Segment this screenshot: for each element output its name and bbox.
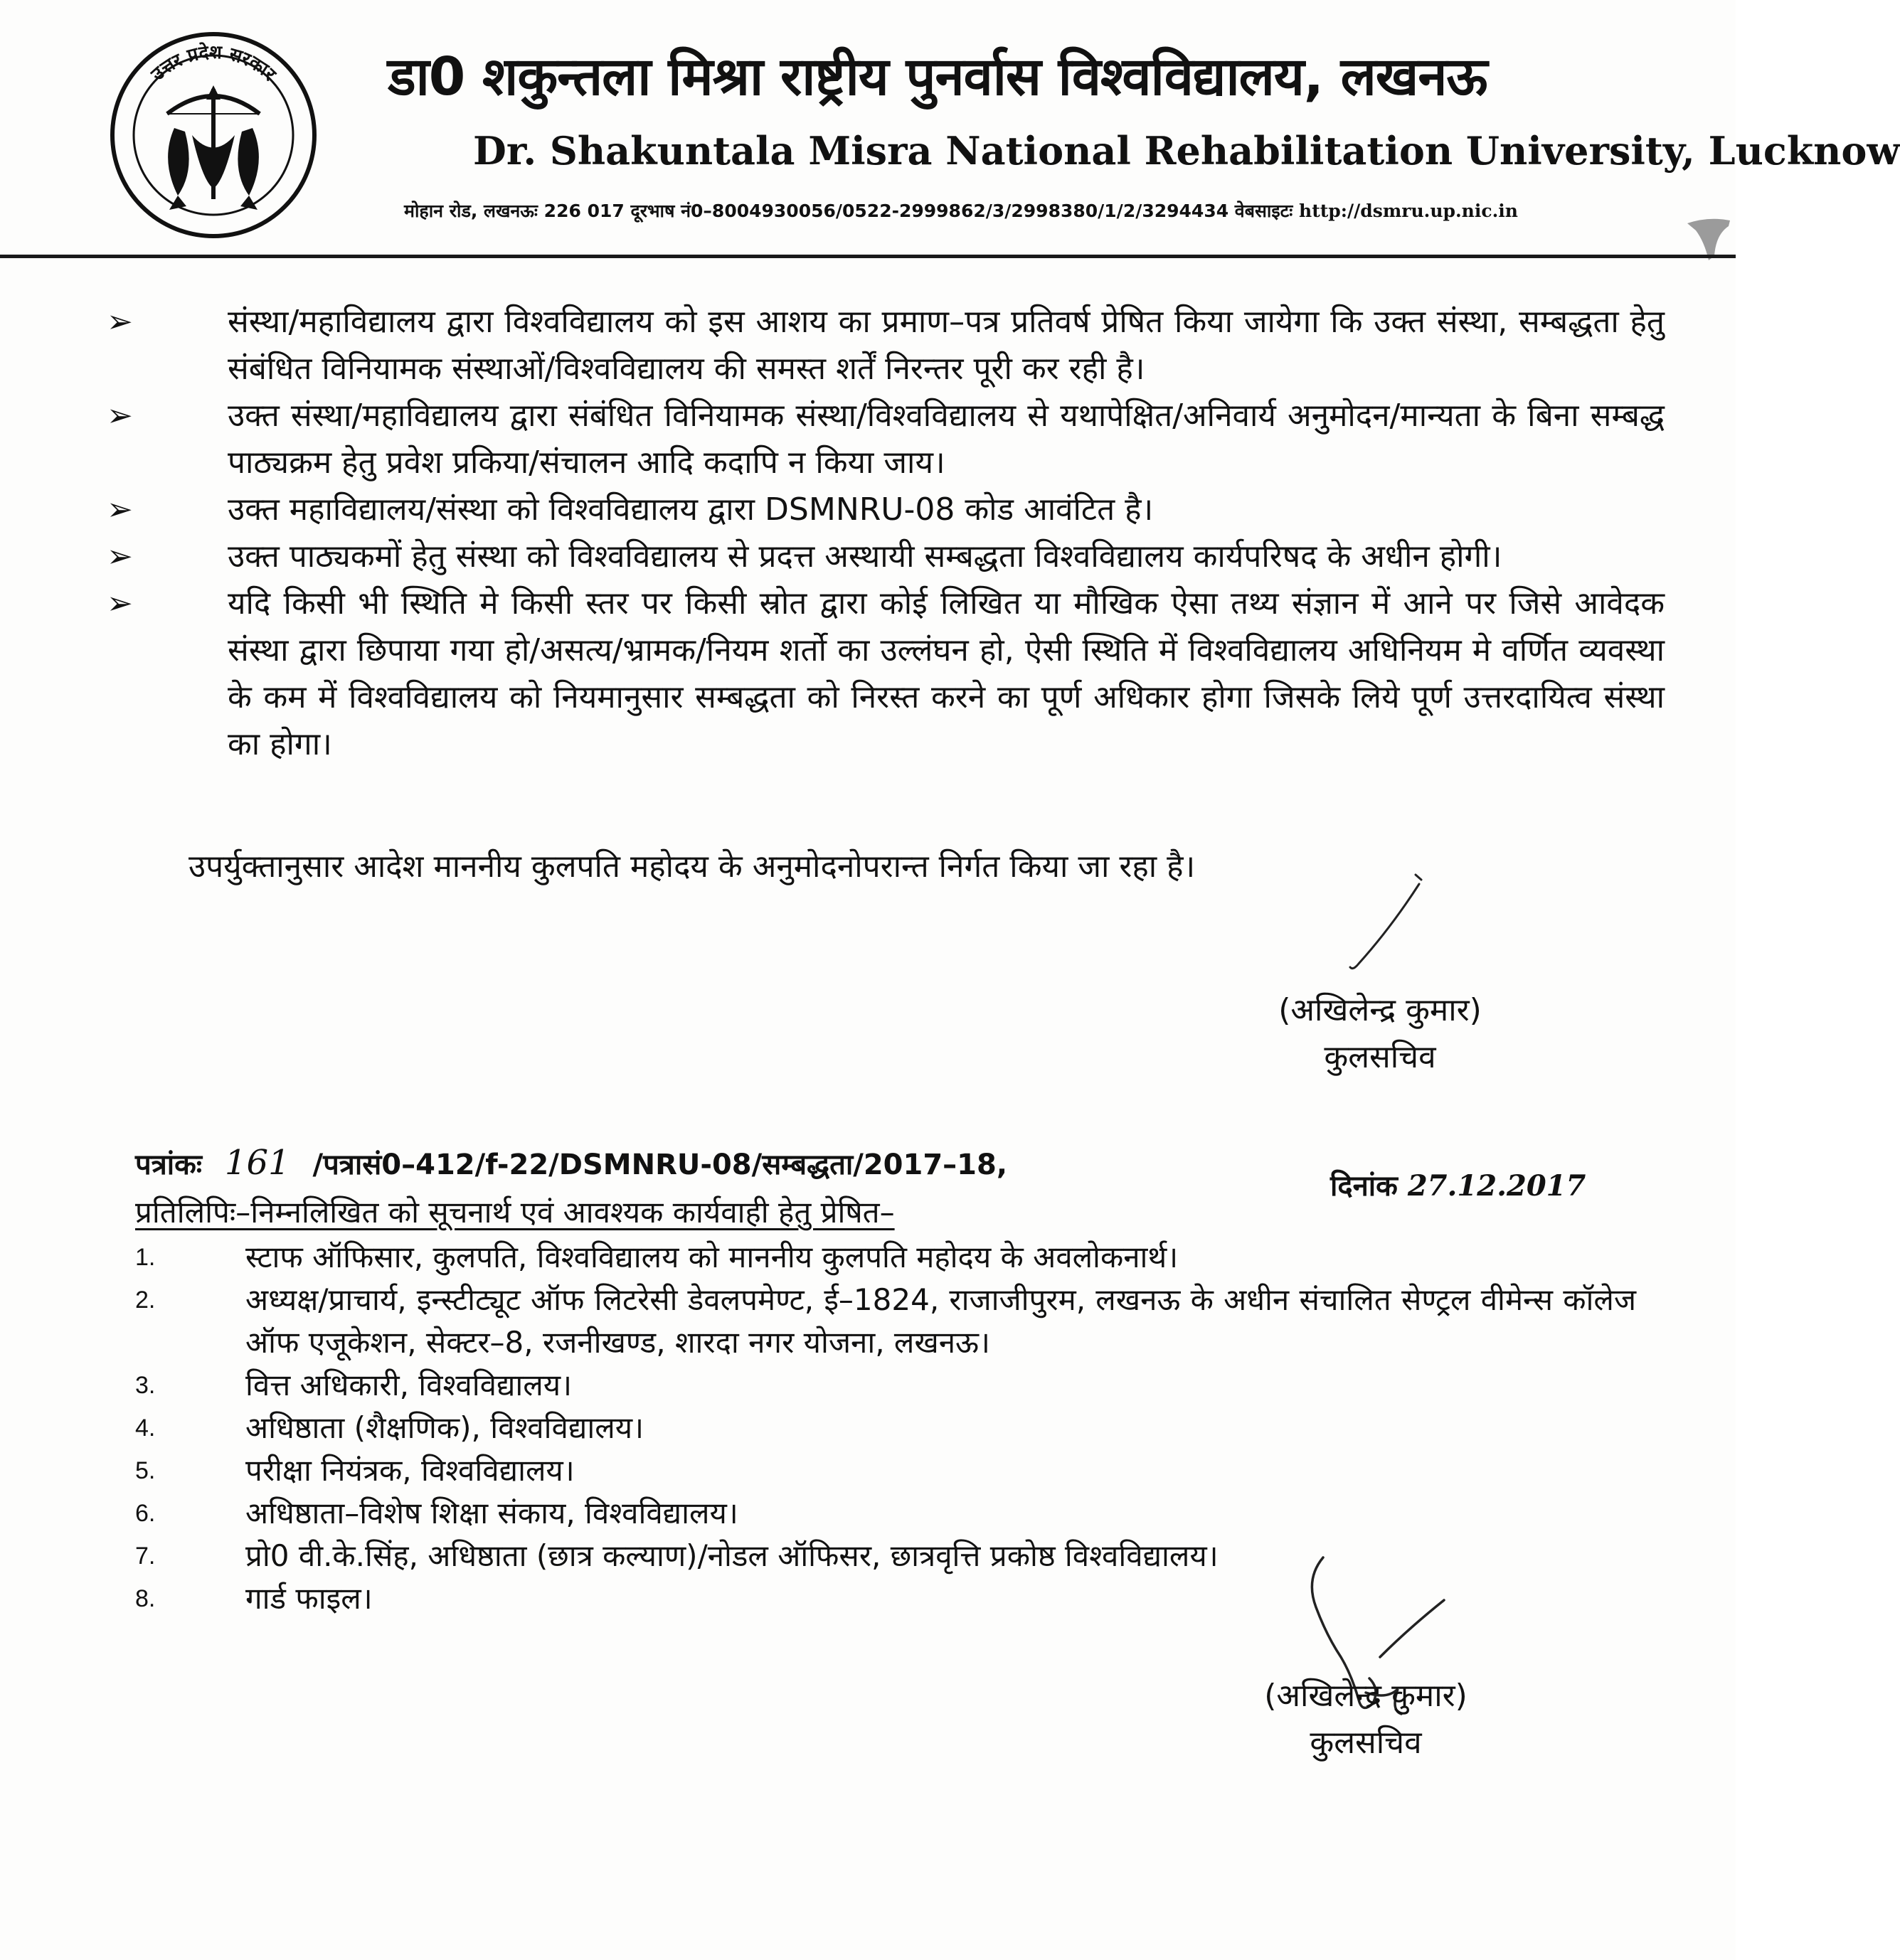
condition-item: [107, 393, 1665, 486]
recipient-text: परीक्षा नियंत्रक, विश्वविद्यालय।: [245, 1453, 575, 1488]
recipient-number: 4.: [135, 1415, 156, 1442]
emblem-caption: उत्तर प्रदेश सरकार: [147, 41, 280, 85]
recipient-text: अधिष्ठाता (शैक्षणिक), विश्वविद्यालय।: [245, 1410, 644, 1445]
recipient-number: 8.: [135, 1585, 156, 1612]
recipient-item: [135, 1236, 1636, 1279]
date-label: दिनांक: [1330, 1170, 1398, 1203]
recipient-text: वित्त अधिकारी, विश्वविद्यालय।: [245, 1368, 573, 1402]
recipient-text: गार्ड फाइल।: [245, 1581, 373, 1616]
condition-text: यदि किसी भी स्थिति मे किसी स्तर पर किसी स्रोत द्वारा कोई लिखित या मौखिक ऐसा तथ्य संज्ञान में आने पर जिसे आवेदक संस्था द्वारा छिपाया गया हो/असत्य/भ्रामक/नियम शर्तो का उल्लंघन हो, ऐसी स्थिति में विश्वविद्यालय अधिनियम मे वर्णित व्यवस्था के कम में विश्वविद्यालय को नियमानुसार सम्बद्धता को निरस्त करने का पूर्ण अधिकार होगा जिसके लिये पूर्ण उत्तरदायित्व संस्था का होगा।: [228, 585, 1665, 762]
recipient-item: [135, 1364, 1636, 1407]
website-link[interactable]: http://dsmru.up.nic.in: [1299, 201, 1518, 221]
signatory-name: (अखिलेन्द्र कुमार): [1264, 1678, 1468, 1714]
signatory-designation: कुलसचिव: [1310, 1725, 1422, 1761]
condition-text: उक्त संस्था/महाविद्यालय द्वारा संबंधित विनियामक संस्था/विश्वविद्यालय से यथापेक्षित/अनिवार्य अनुमोदन/मान्यता के बिना सम्बद्ध पाठ्यक्रम हेतु प्रवेश प्रकिया/संचालन आदि कदापि न किया जाय।: [228, 398, 1665, 481]
condition-text: उक्त महाविद्यालय/संस्था को विश्वविद्यालय द्वारा DSMNRU-08 कोड आवंटित है।: [228, 491, 1154, 528]
letterhead-divider: [0, 255, 1736, 258]
recipient-number: 1.: [135, 1244, 156, 1271]
contact-details: मोहान रोड, लखनऊः 226 017 दूरभाष नं0–8004930056/0522-2999862/3/2998380/1/2/3294434 वेबसाइटः: [404, 201, 1293, 221]
arrow-bullet-icon: ➢: [107, 585, 133, 622]
reference-prefix: पत्रांकः: [135, 1149, 202, 1181]
condition-item: [107, 580, 1665, 768]
arrow-bullet-icon: ➢: [107, 398, 133, 434]
contact-line: [404, 193, 1518, 229]
recipient-item: [135, 1492, 1636, 1535]
copy-to-heading: प्रतिलिपिः–निम्नलिखित को सूचनार्थ एवं आवश्यक कार्यवाही हेतु प्रेषित–: [135, 1195, 895, 1230]
recipient-text: अधिष्ठाता–विशेष शिक्षा संकाय, विश्वविद्यालय।: [245, 1496, 738, 1530]
condition-text: संस्था/महाविद्यालय द्वारा विश्वविद्यालय को इस आशय का प्रमाण–पत्र प्रतिवर्ष प्रेषित किया जायेगा कि उक्त संस्था, सम्बद्धता हेतु संबंधित विनियामक संस्थाओं/विश्वविद्यालय की समस्त शर्तें निरन्तर पूरी कर रही है।: [228, 304, 1665, 387]
recipient-item: [135, 1279, 1636, 1364]
recipient-number: 7.: [135, 1543, 156, 1570]
reference-number: 161: [224, 1143, 290, 1183]
reference-line: [135, 1138, 1007, 1190]
signatory-name: (अखिलेन्द्र कुमार): [1278, 992, 1482, 1028]
recipient-number: 6.: [135, 1500, 156, 1527]
closing-statement: उपर्युक्तानुसार आदेश माननीय कुलपति महोदय के अनुमोदनोपरान्त निर्गत किया जा रहा है।: [189, 848, 1196, 885]
condition-item: [107, 533, 1665, 580]
condition-item: [107, 486, 1665, 533]
condition-item: [107, 299, 1665, 393]
conditions-list: [107, 299, 1665, 768]
date-line: [1330, 1161, 1586, 1211]
signatory-designation: कुलसचिव: [1324, 1039, 1436, 1075]
recipient-text: स्टाफ ऑफिसार, कुलपति, विश्वविद्यालय को माननीय कुलपति महोदय के अवलोकनार्थ।: [245, 1240, 1179, 1274]
arrow-bullet-icon: ➢: [107, 491, 133, 528]
date-value: 27.12.2017: [1407, 1169, 1586, 1203]
recipient-text: प्रो0 वी.के.सिंह, अधिष्ठाता (छात्र कल्याण)/नोडल ऑफिसर, छात्रवृत्ति प्रकोष्ठ विश्वविद्यालय।: [245, 1538, 1219, 1573]
arrow-bullet-icon: ➢: [107, 538, 133, 575]
reference-suffix: /पत्रासं0–412/f-22/DSMNRU-08/सम्बद्धता/2017–18,: [312, 1149, 1008, 1181]
recipient-number: 5.: [135, 1457, 156, 1484]
signature-block: [1238, 1673, 1494, 1767]
recipient-text: अध्यक्ष/प्राचार्य, इन्स्टीट्यूट ऑफ लिटरेसी डेवलपमेण्ट, ई–1824, राजाजीपुरम, लखनऊ के अधीन संचालित सेण्ट्रल वीमेन्स कॉलेज ऑफ एजूकेशन, सेक्टर–8, रजनीखण्ड, शारदा नगर योजना, लखनऊ।: [245, 1282, 1636, 1360]
condition-text: उक्त पाठ्यकमों हेतु संस्था को विश्वविद्यालय से प्रदत्त अस्थायी सम्बद्धता विश्वविद्यालय कार्यपरिषद के अधीन होगी।: [228, 538, 1502, 575]
arrow-bullet-icon: ➢: [107, 304, 133, 340]
signature-mark: [1337, 871, 1444, 978]
recipient-item: [135, 1449, 1636, 1492]
recipient-item: [135, 1407, 1636, 1449]
signature-block: [1252, 987, 1508, 1081]
university-name-english: Dr. Shakuntala Misra National Rehabilitation University, Lucknow: [473, 128, 1900, 174]
up-government-emblem: [107, 28, 320, 242]
recipient-number: 3.: [135, 1372, 156, 1399]
university-name-hindi: डा0 शकुन्तला मिश्रा राष्ट्रीय पुनर्वास विश्वविद्यालय, लखनऊ: [388, 46, 1487, 107]
recipient-number: 2.: [135, 1287, 156, 1314]
